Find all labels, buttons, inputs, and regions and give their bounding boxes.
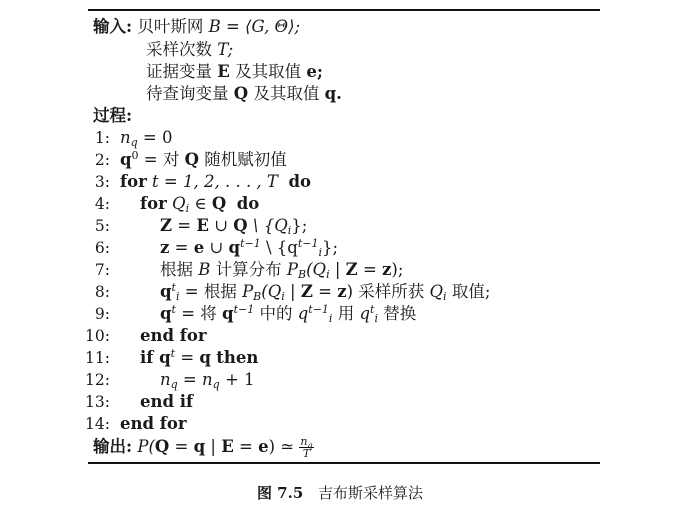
step-12-a-sub: q [170,378,178,391]
figure-number: 图 7.5 [256,484,304,502]
step-8-k: 取值; [446,282,491,301]
step-11-a: q [153,348,171,367]
step-9-c: q [222,304,234,323]
step-5-d: ∪ [208,216,234,235]
step-14-end-for: end for [120,414,187,433]
step-2-mid: = 对 [138,150,185,169]
step-10-end-for: end for [140,326,207,345]
input-math-1: B = ⟨G, Θ⟩; [208,17,301,36]
step-5-c: E [196,216,209,235]
output-line [93,436,314,459]
step-number: 7: [94,261,110,279]
step-9-h: 替换 [377,304,417,323]
step-2-sup: 0 [131,149,139,162]
step-8-d: (Q [261,282,282,301]
output-e2: e [258,437,269,456]
step-8-j: Q [429,282,444,301]
input-bold2-4: q. [324,84,342,103]
step-number: 14: [85,415,110,433]
input-line-1 [93,17,300,37]
output-bar: | [205,437,222,456]
step-1-rest: = 0 [137,128,173,147]
output-q1: Q [154,437,170,456]
step-11-a-sup: t [170,347,176,360]
step-8-d-sub: i [281,290,285,303]
output-fraction [299,436,313,459]
step-2-var: q [120,150,132,169]
step-6-d: ∪ [204,238,229,257]
input-math-2: T; [217,40,234,59]
step-6-f-sup: t−1 [297,237,319,250]
figure-caption [0,482,680,503]
step-7-d-sub: B [298,268,307,281]
step-9-b: = 将 [175,304,223,323]
input-text-4: 待查询变量 [146,84,229,103]
step-8-i: ) 采样所获 [346,282,430,301]
step-8-a: q [160,282,172,301]
step-5-a: Z [160,216,173,235]
output-label: 输出: [93,437,133,456]
step-9-f: 用 [332,304,360,323]
step-11-kw-then: then [216,348,259,367]
step-9-d: 中的 [254,304,298,323]
step-4-sub: i [185,202,190,215]
input-line-2 [146,40,233,60]
step-9-c-sup: t−1 [233,303,255,316]
input-text-2: 采样次数 [146,40,212,59]
step-8-f: Z [300,282,313,301]
output-post: ) ≃ [268,437,300,456]
step-11-b: = [175,348,200,367]
step-4-var: Q [166,194,186,213]
step-12-d: + 1 [219,370,255,389]
input-bold-3: E [217,62,230,81]
step-11-kw-if: if [140,348,154,367]
step-7-c: 计算分布 [210,260,287,279]
step-8-a-sub: i [175,290,180,303]
step-7-h: = [357,260,383,279]
step-8-a-sup: t [171,281,176,294]
step-1-var: n [120,128,131,147]
step-number: 11: [85,349,110,367]
step-4-kw-do: do [236,194,260,213]
step-number: 10: [85,327,110,345]
step-7-e-sub: i [326,268,330,281]
step-7-e: (Q [306,260,327,279]
step-2-bold: Q [184,150,199,169]
bottom-rule [88,462,600,464]
step-9-a-sup: t [171,303,176,316]
input-bold-4: Q [233,84,249,103]
input-line-4 [146,84,342,104]
output-eq2: = [233,437,259,456]
step-12-c-sub: q [212,378,220,391]
step-9-e-sup: t−1 [308,303,329,316]
step-4-in: ∈ [189,194,212,213]
step-5-sub: i [287,224,292,237]
input-bold2-3: e; [306,62,323,81]
step-13-end-if: end if [140,392,194,411]
output-e1: E [221,437,234,456]
step-7-j: ); [391,260,404,279]
step-number: 5: [94,217,110,235]
step-8-h: z [337,282,347,301]
step-7-d: P [286,260,298,279]
step-number: 9: [94,305,110,323]
step-4-kw-for: for [140,194,167,213]
input-text-3: 证据变量 [146,62,212,81]
output-eq1: = [169,437,194,456]
fraction-denominator: T [302,447,311,460]
step-3-kw-for: for [120,172,147,191]
step-1-sub: q [130,136,138,149]
step-3-kw-do: do [288,172,311,191]
step-8-j-sub: i [443,290,447,303]
step-4-set: Q [211,194,227,213]
step-6-c: e [193,238,205,257]
step-6-f: \ {q [260,238,298,257]
step-8-g: = [312,282,338,301]
input-label: 输入: [93,17,133,36]
step-number: 13: [85,393,110,411]
step-8-b: = 根据 [179,282,243,301]
step-3-range: t = 1, 2, . . . , T [146,172,278,191]
step-number: 1: [94,129,110,147]
output-q2: q [193,437,206,456]
step-number: 8: [94,283,110,301]
process-label: 过程: [93,106,133,125]
step-number: 12: [85,371,110,389]
top-rule [88,9,600,11]
step-12-b: = [177,370,203,389]
step-number: 2: [94,151,110,169]
output-pre: P( [137,437,155,456]
step-9-g-sup: t [370,303,375,316]
step-7-i: z [382,260,392,279]
step-5-e: Q [233,216,248,235]
step-2-rest: 随机赋初值 [198,150,287,169]
step-5-g: }; [291,216,308,235]
step-6-b: = [169,238,194,257]
step-7-g: Z [345,260,358,279]
step-9-e-sub: i [328,312,333,325]
step-6-e-sup: t−1 [240,237,261,250]
step-7-f: | [329,260,346,279]
step-6-g: }; [322,238,339,257]
step-5-f: \ {Q [247,216,288,235]
step-6-a: z [160,238,170,257]
step-8-e: | [284,282,301,301]
input-text-1: 贝叶斯网 [137,17,204,36]
step-5-b: = [172,216,197,235]
step-8-c: P [242,282,254,301]
fraction-numerator: n [300,435,308,448]
input-mid-4: 及其取值 [253,84,320,103]
fraction-numerator-sub: q [307,441,313,450]
step-6-e: q [228,238,241,257]
step-12-c: n [202,370,213,389]
step-9-g-sub: i [374,312,378,325]
step-number: 3: [94,173,110,191]
step-9-a: q [160,304,172,323]
step-7-a: 根据 [160,260,199,279]
input-line-3 [146,62,323,82]
step-12-a: n [160,370,171,389]
step-11-c: q [199,348,211,367]
input-mid-3: 及其取值 [235,62,302,81]
step-9-e: q [297,304,309,323]
step-number: 6: [94,239,110,257]
step-6-f-sub: i [318,246,322,259]
figure-title: 吉布斯采样算法 [318,484,424,502]
step-8-c-sub: B [253,290,262,303]
step-7-b: B [198,260,211,279]
step-number: 4: [94,195,110,213]
step-9-g: q [359,304,371,323]
